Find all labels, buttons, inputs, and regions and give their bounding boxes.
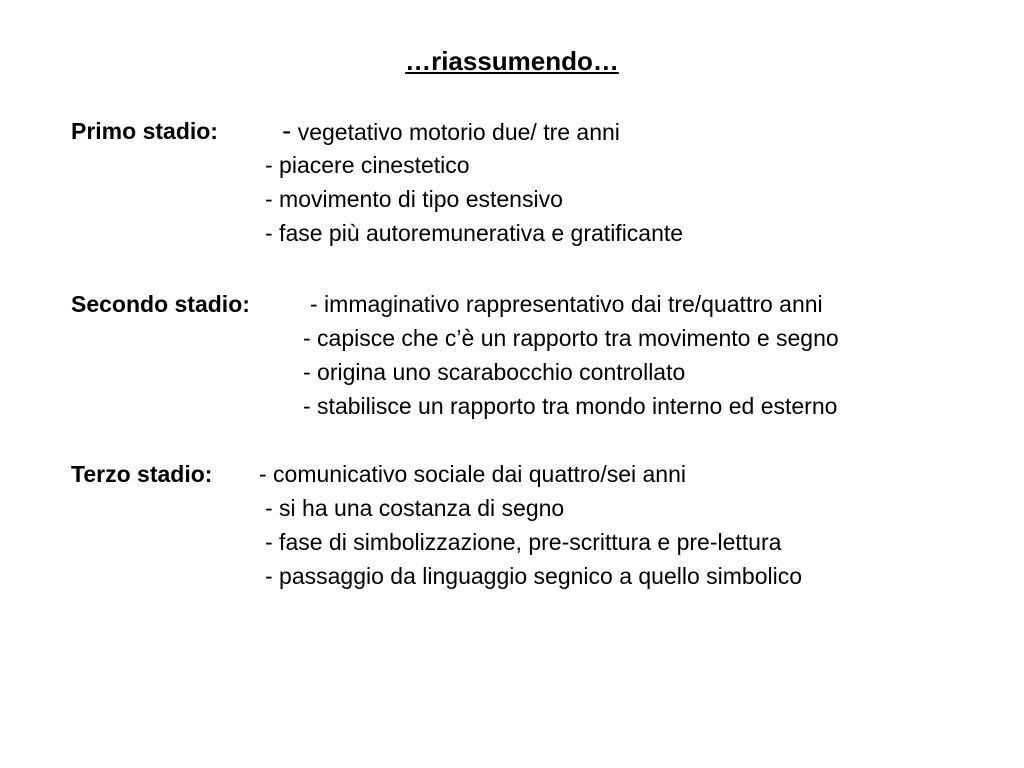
stage-line: - passaggio da linguaggio segnico a quello simbolico	[265, 563, 803, 589]
stage-line: - si ha una costanza di segno	[265, 495, 565, 521]
stage-first-line	[282, 114, 620, 149]
stage-line: - origina uno scarabocchio controllato	[303, 359, 686, 385]
stage-first-line-text: vegetativo motorio due/ tre anni	[297, 119, 620, 145]
stage-section-primo	[71, 114, 684, 250]
stage-line-row	[71, 559, 803, 593]
stage-line: - piacere cinestetico	[265, 152, 470, 178]
stage-line-row	[71, 355, 686, 389]
stage-section-secondo	[71, 287, 839, 423]
stage-line-row	[71, 389, 838, 423]
stage-dash: -	[282, 115, 292, 146]
stage-line-row	[71, 182, 563, 216]
stage-heading-row	[71, 114, 620, 148]
stage-heading: Secondo stadio:	[71, 291, 250, 317]
stage-line-row	[71, 321, 839, 355]
stage-line: - capisce che c’è un rapporto tra movimento e segno	[303, 325, 839, 351]
stage-heading: Primo stadio:	[71, 118, 218, 144]
stage-line: - fase di simbolizzazione, pre-scrittura e pre-lettura	[265, 529, 782, 555]
stage-line: - stabilisce un rapporto tra mondo interno ed esterno	[303, 393, 838, 419]
stage-heading: Terzo stadio:	[71, 461, 213, 487]
stage-line: - movimento di tipo estensivo	[265, 186, 563, 212]
stage-heading-row	[71, 287, 823, 321]
stage-line-row	[71, 216, 684, 250]
stage-line-row	[71, 148, 470, 182]
stage-line: - fase più autoremunerativa e gratificante	[265, 220, 684, 246]
stage-line-row	[71, 525, 782, 559]
stage-line-row	[71, 491, 565, 525]
stage-first-line: - immaginativo rappresentativo dai tre/quattro anni	[310, 291, 823, 317]
stage-first-line: - comunicativo sociale dai quattro/sei anni	[259, 461, 687, 487]
slide-title: …riassumendo…	[405, 46, 619, 76]
stage-heading-row	[71, 457, 687, 491]
stage-section-terzo	[71, 457, 803, 593]
